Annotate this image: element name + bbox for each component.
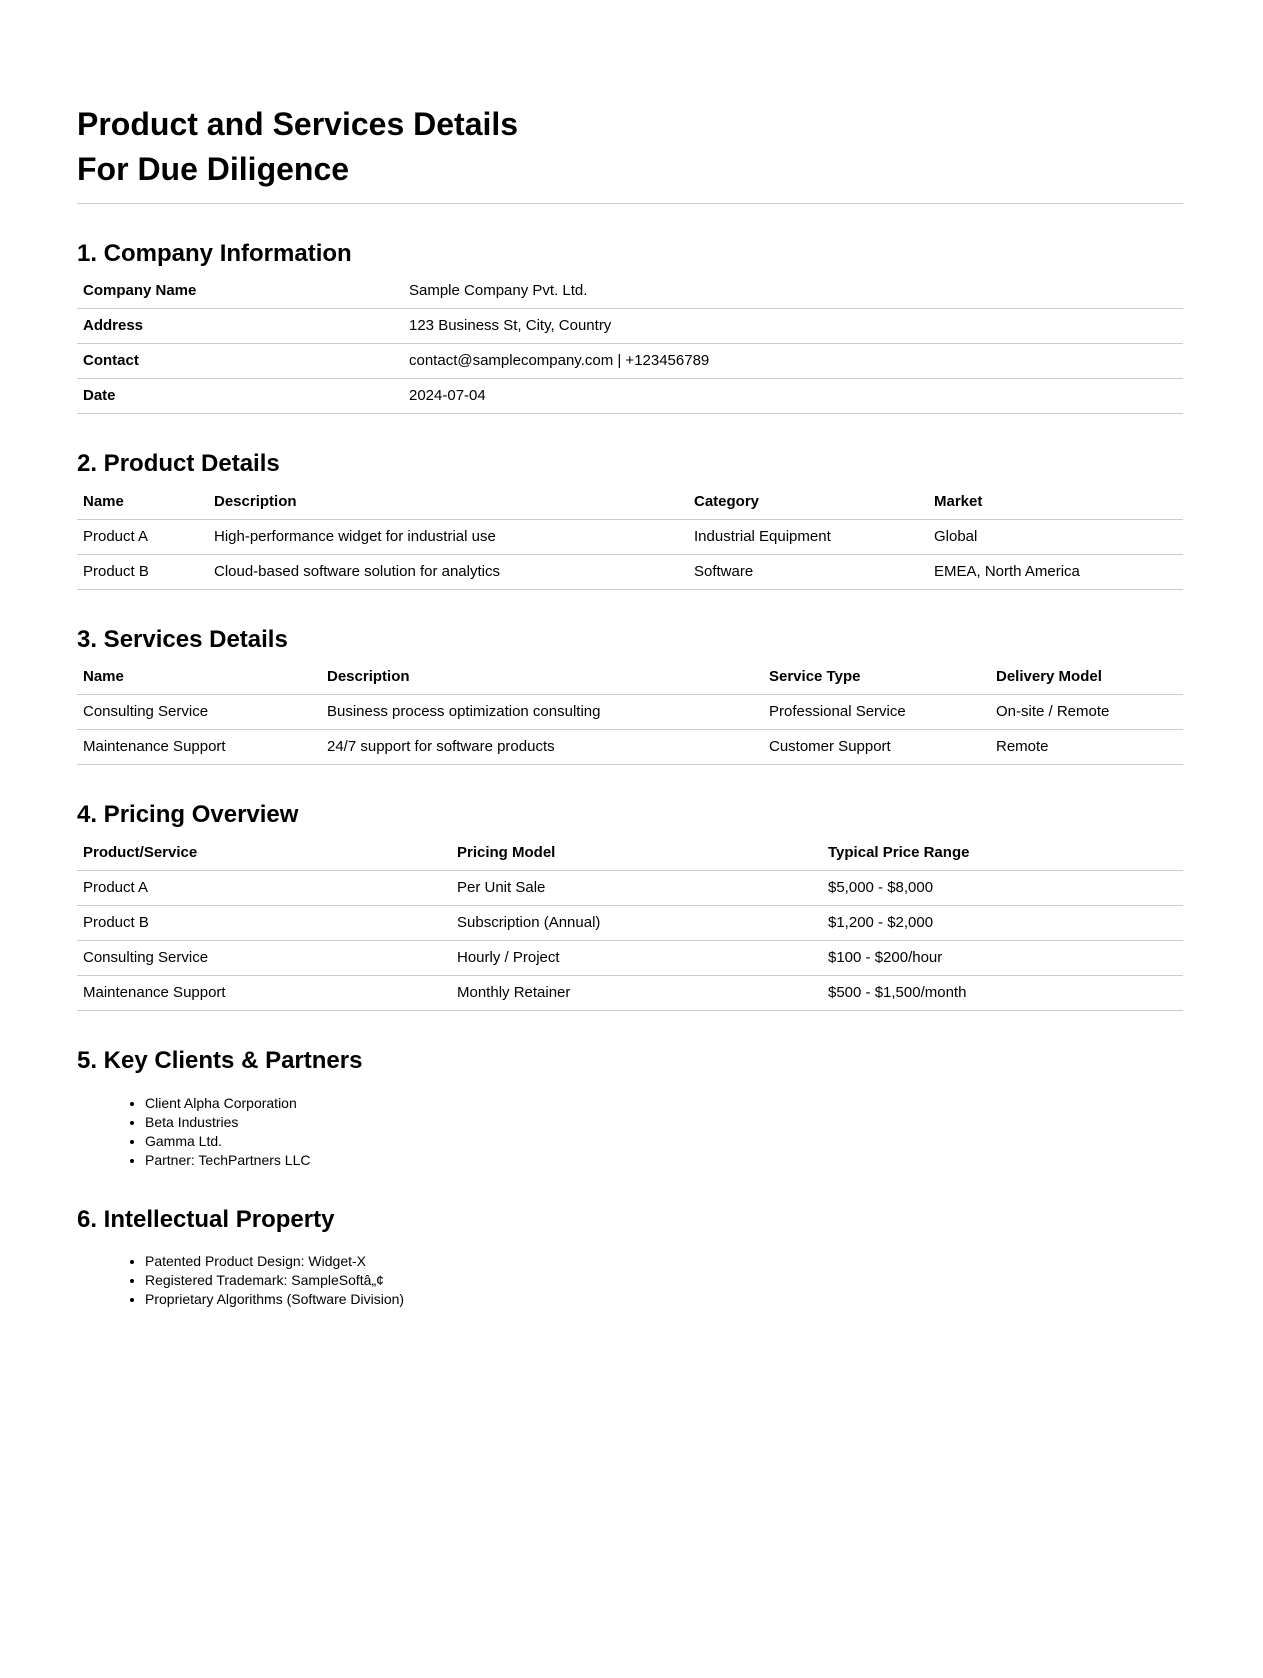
table-header-row (77, 836, 1183, 871)
table-row (77, 379, 1183, 414)
table-cell: Per Unit Sale (451, 870, 822, 905)
table-cell: $500 - $1,500/month (822, 975, 1183, 1010)
table-cell: $1,200 - $2,000 (822, 905, 1183, 940)
product-details-table (77, 485, 1183, 590)
services-details-table (77, 660, 1183, 765)
list-item: • Patented Product Design: Widget-X (145, 1252, 1183, 1271)
section-heading-services-details: 3. Services Details (77, 625, 288, 653)
table-cell: Customer Support (763, 730, 990, 765)
table-cell: EMEA, North America (928, 554, 1183, 589)
document-title-line2: For Due Diligence (77, 150, 350, 187)
intellectual-property-list (77, 1252, 1183, 1309)
list-item: • Beta Industries (145, 1113, 1183, 1132)
table-row (77, 870, 1183, 905)
field-value: 123 Business St, City, Country (403, 309, 1183, 344)
table-cell: Maintenance Support (77, 975, 451, 1010)
table-row (77, 905, 1183, 940)
table-cell: Industrial Equipment (688, 519, 928, 554)
field-value: 2024-07-04 (403, 379, 1183, 414)
table-cell: Product B (77, 905, 451, 940)
table-header-row (77, 485, 1183, 520)
table-cell: Consulting Service (77, 940, 451, 975)
table-cell: Hourly / Project (451, 940, 822, 975)
table-cell: Product A (77, 519, 208, 554)
table-header-row (77, 660, 1183, 695)
table-row (77, 940, 1183, 975)
column-header: Typical Price Range (822, 836, 1183, 871)
table-cell: On-site / Remote (990, 695, 1183, 730)
field-value: Sample Company Pvt. Ltd. (403, 274, 1183, 309)
list-item: • Client Alpha Corporation (145, 1094, 1183, 1113)
table-row (77, 344, 1183, 379)
field-value: contact@samplecompany.com | +123456789 (403, 344, 1183, 379)
table-row (77, 730, 1183, 765)
list-item: • Registered Trademark: SampleSoftâ„¢ (145, 1271, 1183, 1290)
table-cell: Professional Service (763, 695, 990, 730)
list-item: • Partner: TechPartners LLC (145, 1151, 1183, 1170)
document-title (77, 102, 1183, 192)
company-information-table (77, 274, 1183, 414)
table-row (77, 274, 1183, 309)
field-label: Contact (77, 344, 403, 379)
list-item: • Gamma Ltd. (145, 1132, 1183, 1151)
table-cell: 24/7 support for software products (321, 730, 763, 765)
column-header: Product/Service (77, 836, 451, 871)
table-cell: Global (928, 519, 1183, 554)
table-cell: Business process optimization consulting (321, 695, 763, 730)
section-heading-intellectual-property: 6. Intellectual Property (77, 1205, 335, 1233)
table-row (77, 309, 1183, 344)
column-header: Market (928, 485, 1183, 520)
table-cell: Product A (77, 870, 451, 905)
column-header: Description (321, 660, 763, 695)
table-cell: Consulting Service (77, 695, 321, 730)
table-cell: Subscription (Annual) (451, 905, 822, 940)
column-header: Service Type (763, 660, 990, 695)
field-label: Company Name (77, 274, 403, 309)
section-heading-key-clients-partners: 5. Key Clients & Partners (77, 1046, 363, 1074)
section-heading-product-details: 2. Product Details (77, 450, 280, 478)
table-cell: Cloud-based software solution for analytics (208, 554, 688, 589)
table-cell: Remote (990, 730, 1183, 765)
document-title-line1: Product and Services Details (77, 106, 519, 142)
field-label: Address (77, 309, 403, 344)
table-cell: Software (688, 554, 928, 589)
section-heading-pricing-overview: 4. Pricing Overview (77, 801, 299, 829)
key-clients-list (77, 1094, 1183, 1170)
list-item: • Proprietary Algorithms (Software Division) (145, 1290, 1183, 1309)
table-row (77, 975, 1183, 1010)
pricing-overview-table (77, 836, 1183, 1011)
column-header: Category (688, 485, 928, 520)
field-label: Date (77, 379, 403, 414)
table-cell: $100 - $200/hour (822, 940, 1183, 975)
table-row (77, 519, 1183, 554)
table-cell: Monthly Retainer (451, 975, 822, 1010)
section-heading-company-information: 1. Company Information (77, 239, 352, 267)
table-row (77, 554, 1183, 589)
title-divider (77, 203, 1183, 204)
column-header: Pricing Model (451, 836, 822, 871)
table-row (77, 695, 1183, 730)
column-header: Delivery Model (990, 660, 1183, 695)
column-header: Name (77, 485, 208, 520)
column-header: Description (208, 485, 688, 520)
table-cell: Maintenance Support (77, 730, 321, 765)
table-cell: High-performance widget for industrial use (208, 519, 688, 554)
table-cell: $5,000 - $8,000 (822, 870, 1183, 905)
column-header: Name (77, 660, 321, 695)
table-cell: Product B (77, 554, 208, 589)
